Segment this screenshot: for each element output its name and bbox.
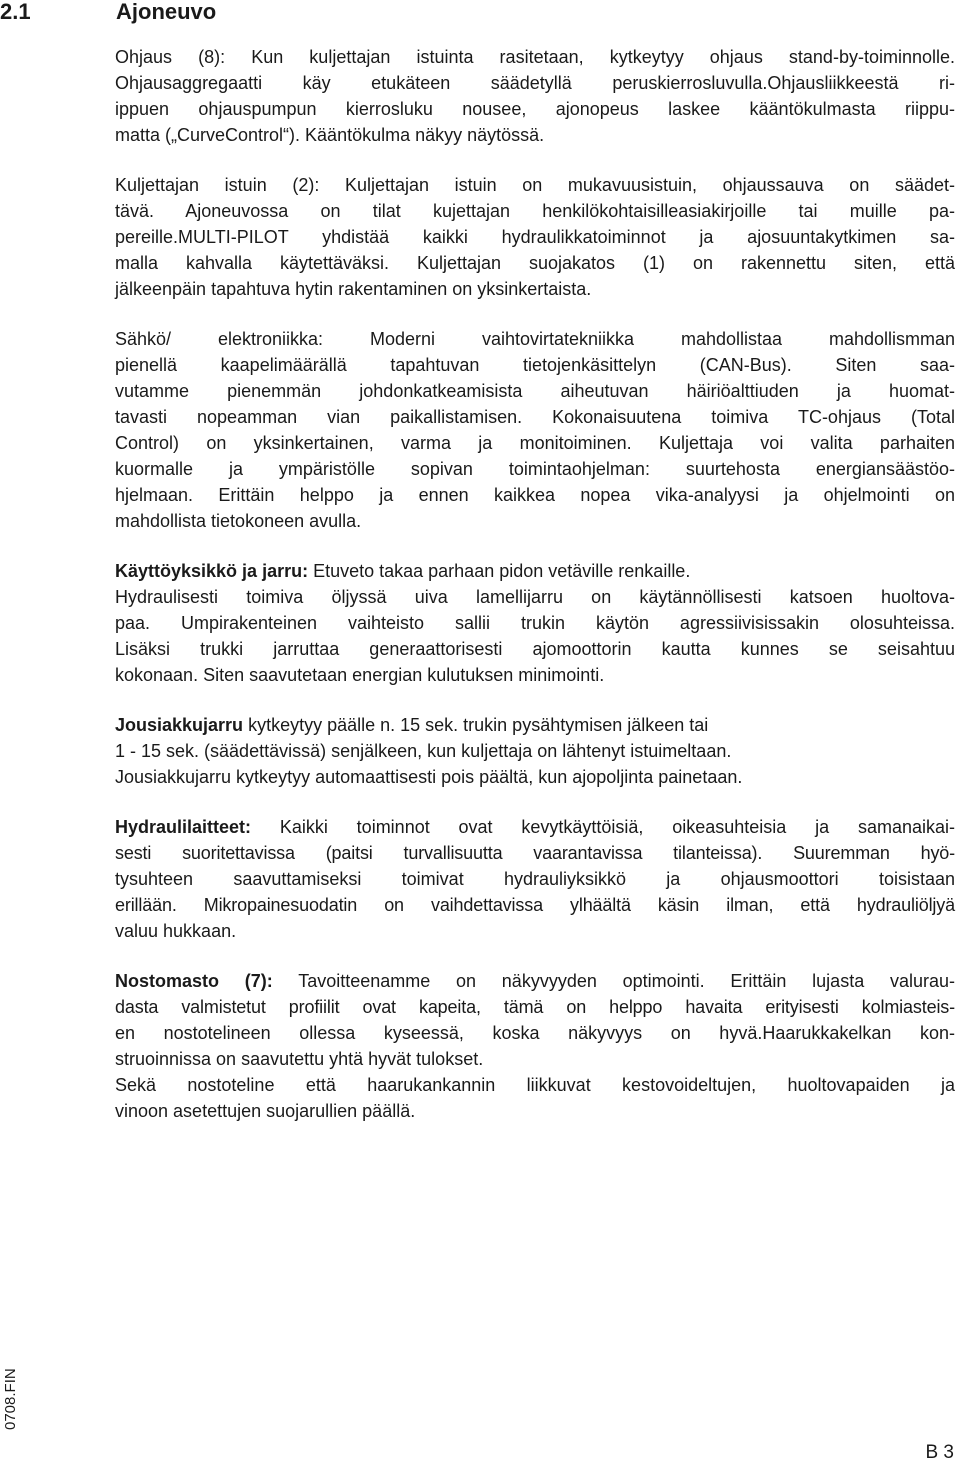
text-line: Sekä nostoteline että haarukankannin liikkuvat kestovoideltujen, huoltovapaiden ja	[115, 1075, 955, 1095]
text-line: vutamme pienemmän johdonkatkeamisista aiheutuvan häiriöalttiuden ja huomat-	[115, 381, 955, 401]
text-line: Ohjaus (8): Kun kuljettajan istuinta rasitetaan, kytkeytyy ohjaus stand-by-toiminnolle.	[115, 47, 955, 67]
text-line: vinoon asetettujen suojarullien päällä.	[115, 1101, 416, 1121]
paragraph-ohjaus	[115, 44, 955, 148]
text-line: matta („CurveControl“). Kääntökulma näkyy näytössä.	[115, 125, 545, 145]
text-line: mahdollista tietokoneen avulla.	[115, 511, 362, 531]
text-line: erillään. Mikropainesuodatin on vaihdettavissa ylhäältä käsin ilman, että hydrauliöljyä	[115, 895, 955, 915]
lead-rest: kytkeytyy päälle n. 15 sek. trukin pysähtymisen jälkeen tai	[243, 715, 709, 735]
text-line: pereille.MULTI-PILOT yhdistää kaikki hydraulikkatoiminnot ja ajosuuntakytkimen sa-	[115, 227, 955, 247]
text-line: struoinnissa on saavutettu yhtä hyvät tulokset.	[115, 1049, 484, 1069]
text-line: tysuhteen saavuttamiseksi toimivat hydrauliyksikkö ja ohjausmoottori toisistaan	[115, 869, 955, 889]
text-line: hjelmaan. Erittäin helppo ja ennen kaikkea nopea vika-analyysi ja ohjelmointi on	[115, 485, 955, 505]
bold-lead: Hydraulilaitteet:	[115, 817, 252, 837]
text-line: jälkeenpäin tapahtuva hytin rakentaminen on yksinkertaista.	[115, 279, 592, 299]
bold-lead: Nostomasto (7):	[115, 971, 273, 991]
text-line: Kuljettajan istuin (2): Kuljettajan istuin on mukavuusistuin, ohjaussauva on säädet-	[115, 175, 955, 195]
section-number: 2.1	[0, 0, 31, 24]
document-code: 0708.FIN	[2, 1368, 19, 1430]
text-line: kokonaan. Siten saavutetaan energian kulutuksen minimointi.	[115, 665, 605, 685]
text-line	[115, 712, 955, 738]
text-line: ippuen ohjauspumpun kierrosluku nousee, ajonopeus laskee kääntökulmasta riippu-	[115, 99, 955, 119]
paragraph-kayttoyksikko-ja-jarru	[115, 558, 955, 688]
text-line: tävä. Ajoneuvossa on tilat kujettajan henkilökohtaisilleasiakirjoille tai muille pa-	[115, 201, 955, 221]
text-line: Jousiakkujarru kytkeytyy automaattisesti pois päältä, kun ajopoljinta painetaan.	[115, 767, 743, 787]
paragraph-nostomasto	[115, 968, 955, 1124]
text-line	[115, 968, 955, 994]
text-line: valuu hukkaan.	[115, 921, 237, 941]
text-line	[115, 558, 955, 584]
text-line: Lisäksi trukki jarruttaa generaattorisesti ajomoottorin kautta kunnes se seisahtuu	[115, 639, 955, 659]
text-line	[115, 814, 955, 840]
text-line: sesti suoritettavissa (paitsi turvallisuutta vaarantavissa tilanteissa). Suuremman hyö-	[115, 843, 955, 863]
text-line: Ohjausaggregaatti käy etukäteen säädetyllä peruskierrosluvulla.Ohjausliikkeestä ri-	[115, 73, 955, 93]
text-line: Hydraulisesti toimiva öljyssä uiva lamellijarru on käytännöllisesti katsoen huoltova-	[115, 587, 955, 607]
text-line: paa. Umpirakenteinen vaihteisto sallii trukin käytön agressiivisissakin olosuhteissa.	[115, 613, 955, 633]
text-line: Control) on yksinkertainen, varma ja monitoiminen. Kuljettaja voi valita parhaiten	[115, 433, 955, 453]
text-line: tavasti nopeamman vian paikallistamisen. Kokonaisuutena toimiva TC-ohjaus (Total	[115, 407, 955, 427]
text-line: kuormalle ja ympäristölle sopivan toimintaohjelman: suurtehosta energiansäästöo-	[115, 459, 955, 479]
section-heading	[0, 0, 216, 24]
section-title: Ajoneuvo	[116, 0, 217, 24]
document-body	[115, 44, 955, 1148]
page-number: B 3	[925, 1442, 954, 1463]
text-line: 1 - 15 sek. (säädettävissä) senjälkeen, kun kuljettaja on lähtenyt istuimeltaan.	[115, 741, 732, 761]
paragraph-hydraulilaitteet	[115, 814, 955, 944]
bold-lead: Käyttöyksikkö ja jarru:	[115, 561, 309, 581]
paragraph-jousiakkujarru	[115, 712, 955, 790]
paragraph-kuljettajan-istuin	[115, 172, 955, 302]
lead-rest: Tavoitteenamme on näkyvyyden optimointi. Erittäin lujasta valurau-	[272, 971, 955, 991]
text-line: en nostotelineen ollessa kyseessä, koska näkyvyys on hyvä.Haarukkakelkan kon-	[115, 1023, 955, 1043]
text-line: malla kahvalla käytettäväksi. Kuljettajan suojakatos (1) on rakennettu siten, että	[115, 253, 955, 273]
text-line: Sähkö/ elektroniikka: Moderni vaihtovirtatekniikka mahdollistaa mahdollismman	[115, 329, 955, 349]
lead-rest: Kaikki toiminnot ovat kevytkäyttöisiä, oikeasuhteisia ja samanaikai-	[251, 817, 955, 837]
text-line: dasta valmistetut profiilit ovat kapeita, tämä on helppo havaita erityisesti kolmiasteis-	[115, 997, 955, 1017]
lead-rest: Etuveto takaa parhaan pidon vetäville renkaille.	[308, 561, 691, 581]
text-line: pienellä kaapelimäärällä tapahtuvan tietojenkäsittelyn (CAN-Bus). Siten saa-	[115, 355, 955, 375]
paragraph-sahko-elektroniikka	[115, 326, 955, 534]
bold-lead: Jousiakkujarru	[115, 715, 244, 735]
